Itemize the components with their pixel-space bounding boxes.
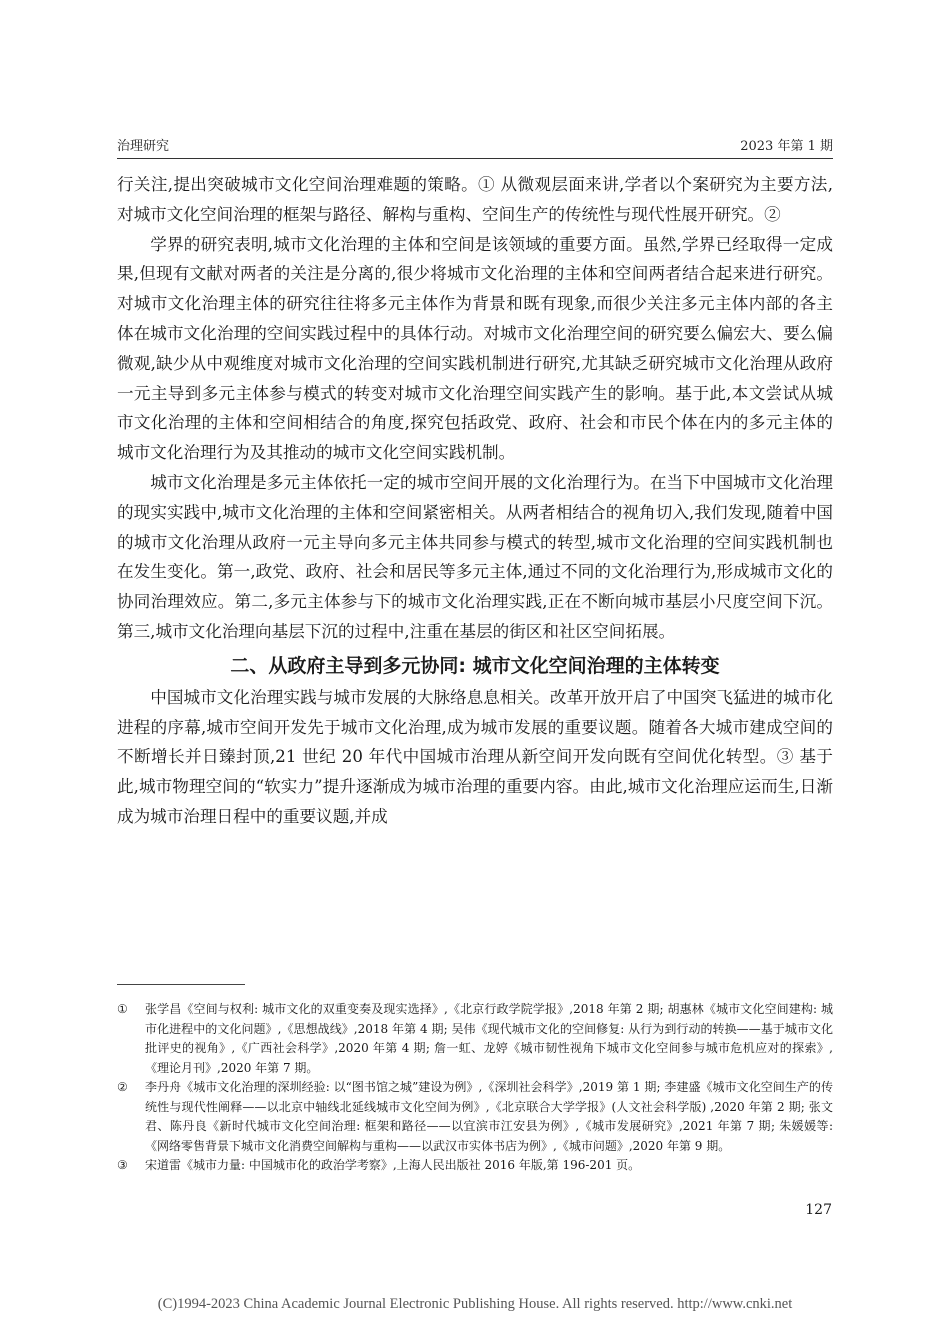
footnotes: [117, 1000, 833, 1176]
footnote-mark: ②: [117, 1080, 128, 1094]
footnote-text: 张学昌《空间与权利: 城市文化的双重变奏及现实选择》,《北京行政学院学报》,2018 年第 2 期; 胡惠林《城市文化空间建构: 城市化进程中的文化问题》,《思想战线》,2018 年第 4 期; 吴伟《现代城市文化的空间修复: 从行为到行动的转换——基于城市文化批评史的视角》,《广西社会科学》,2020 年第 4 期; 詹一虹、龙婷《城市韧性视角下城市文化空间参与城市危机应对的探索》,《理论月刊》,2020 年第 7 期。: [145, 1002, 833, 1075]
footnote-mark: ①: [117, 1002, 128, 1016]
footnote-rule: [117, 984, 245, 985]
issue-label: 2023 年第 1 期: [740, 139, 833, 154]
journal-name: 治理研究: [117, 139, 170, 154]
article-body: [117, 170, 833, 832]
footnote-mark: ③: [117, 1158, 128, 1172]
footnote-text: 李丹舟《城市文化治理的深圳经验: 以“图书馆之城”建设为例》,《深圳社会科学》,2019 第 1 期; 李建盛《城市文化空间生产的传统性与现代性阐释——以北京中轴线北延线城市文化空间为例》,《北京联合大学学报》(人文社会科学版) ,2020 年第 2 期; 张文君、陈丹良《新时代城市文化空间治理: 框架和路径——以宜滨市江安县为例》,《城市发展研究》,2021 年第 7 期; 朱媛媛等:《网络零售背景下城市文化消费空间解构与重构——以武汉市实体书店为例》,《城市问题》,2020 年第 9 期。: [145, 1080, 833, 1153]
paragraph-2: 学界的研究表明,城市文化治理的主体和空间是该领域的重要方面。虽然,学界已经取得一定成果,但现有文献对两者的关注是分离的,很少将城市文化治理的主体和空间两者结合起来进行研究。对城市文化治理主体的研究往往将多元主体作为背景和既有现象,而很少关注多元主体内部的各主体在城市文化治理的空间实践过程中的具体行动。对城市文化治理空间的研究要么偏宏大、要么偏微观,缺少从中观维度对城市文化治理的空间实践机制进行研究,尤其缺乏研究城市文化治理从政府一元主导到多元主体参与模式的转变对城市文化治理空间实践产生的影响。基于此,本文尝试从城市文化治理的主体和空间相结合的角度,探究包括政党、政府、社会和市民个体在内的多元主体的城市文化治理行为及其推动的城市文化空间实践机制。: [117, 234, 834, 463]
running-header: [117, 135, 833, 155]
paragraph-3: 城市文化治理是多元主体依托一定的城市空间开展的文化治理行为。在当下中国城市文化治理的现实实践中,城市文化治理的主体和空间紧密相关。从两者相结合的视角切入,我们发现,随着中国的城市文化治理从政府一元主导向多元主体共同参与模式的转型,城市文化治理的空间实践机制也在发生变化。第一,政党、政府、社会和居民等多元主体,通过不同的文化治理行为,形成城市文化的协同治理效应。第二,多元主体参与下的城市文化治理实践,正在不断向城市基层小尺度空间下沉。第三,城市文化治理向基层下沉的过程中,注重在基层的街区和社区空间拓展。: [117, 472, 833, 641]
header-rule: [117, 158, 833, 159]
footnote-3: [117, 1156, 833, 1176]
footnote-1: [117, 1000, 833, 1078]
paragraph-1: 行关注,提出突破城市文化空间治理难题的策略。① 从微观层面来讲,学者以个案研究为主要方法,对城市文化空间治理的框架与路径、解构与重构、空间生产的传统性与现代性展开研究。②: [117, 175, 833, 224]
copyright-line: (C)1994-2023 China Academic Journal Electronic Publishing House. All rights reserved. http://www.cnki.net: [157, 1296, 793, 1312]
paragraph-4: 中国城市文化治理实践与城市发展的大脉络息息相关。改革开放开启了中国突飞猛进的城市化进程的序幕,城市空间开发先于城市文化治理,成为城市发展的重要议题。随着各大城市建成空间的不断增长并日臻封顶,21 世纪 20 年代中国城市治理从新空间开发向既有空间优化转型。③ 基于此,城市物理空间的“软实力”提升逐渐成为城市治理的重要内容。由此,城市文化治理应运而生,日渐成为城市治理日程中的重要议题,并成: [117, 687, 833, 826]
footnote-2: [117, 1078, 833, 1156]
page-number: 127: [805, 1202, 832, 1218]
section-heading: 二、从政府主导到多元协同: 城市文化空间治理的主体转变: [230, 654, 720, 677]
footnote-text: 宋道雷《城市力量: 中国城市化的政治学考察》,上海人民出版社 2016 年版,第 196-201 页。: [145, 1158, 641, 1172]
